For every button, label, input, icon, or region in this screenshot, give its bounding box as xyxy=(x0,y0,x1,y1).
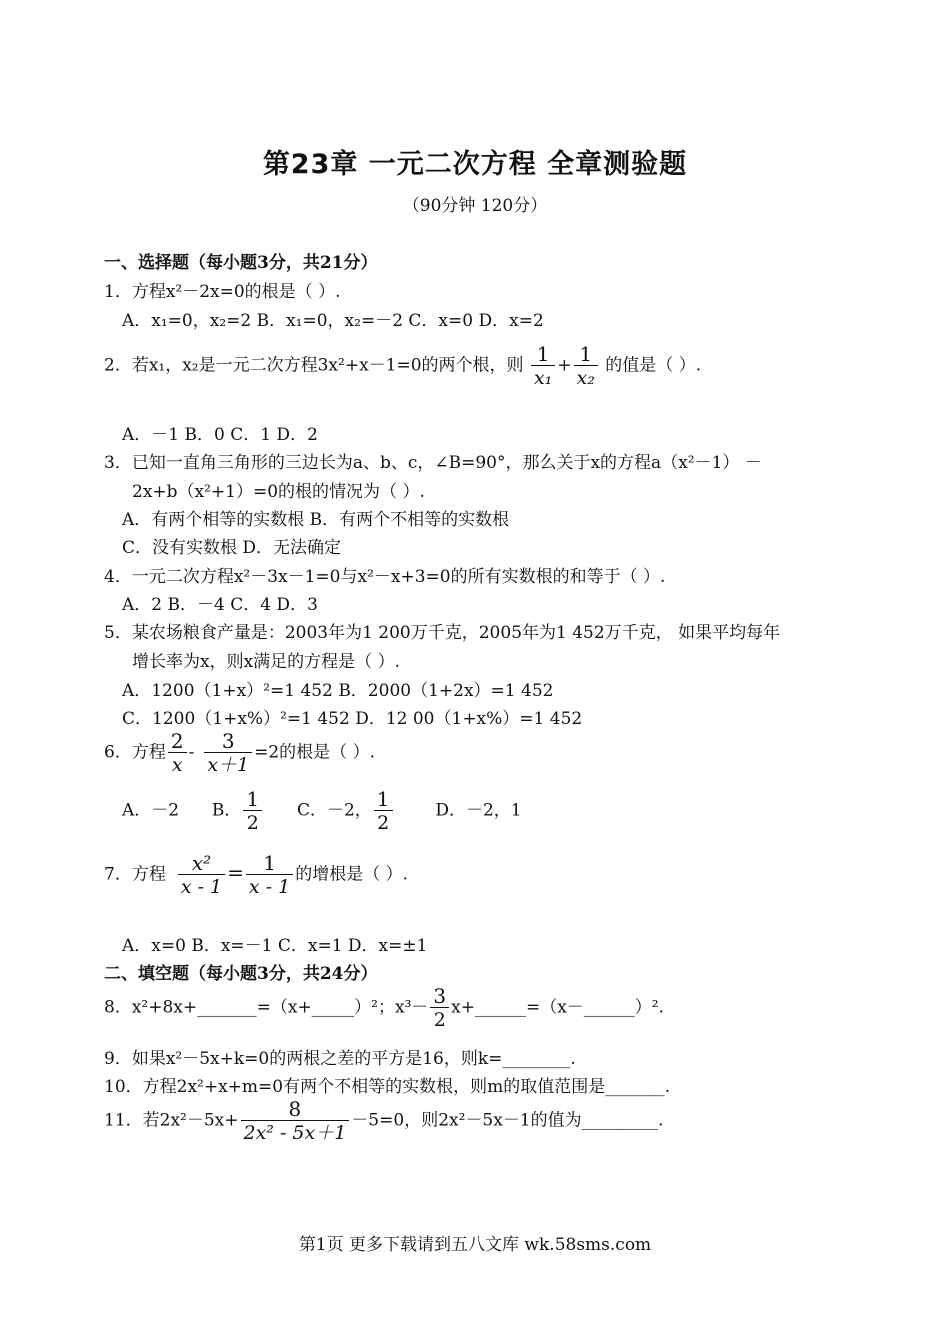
question-2-stem-a: 2．若x₁，x₂是一元二次方程3x²+x－1=0的两个根，则 xyxy=(104,355,524,376)
question-6 xyxy=(104,730,375,776)
numerator: 1 xyxy=(376,787,390,811)
question-11 xyxy=(104,1098,664,1144)
question-11-part-b: －5=0，则2x²－5x－1的值为_________. xyxy=(351,1110,664,1131)
question-3-line-1: 3．已知一直角三角形的三边长为a、b、c，∠B=90°，那么关于x的方程a（x²－1） － xyxy=(104,453,762,473)
question-7-post: 的增根是（ ）. xyxy=(295,864,409,885)
question-3-options-1: A．有两个相等的实数根 B．有两个不相等的实数根 xyxy=(122,510,510,530)
question-10: 10．方程2x²+x+m=0有两个不相等的实数根，则m的取值范围是_______. xyxy=(104,1077,671,1097)
question-7 xyxy=(104,852,408,898)
question-9: 9．如果x²－5x+k=0的两根之差的平方是16，则k=________. xyxy=(104,1049,576,1069)
denominator: x xyxy=(168,752,187,776)
question-11-part-a: 11．若2x²－5x+ xyxy=(104,1110,239,1131)
numerator: 3 xyxy=(221,729,235,753)
question-3-options-2: C．没有实数根 D．无法确定 xyxy=(122,538,342,558)
question-1-stem: 1．方程x²－2x=0的根是（ ）. xyxy=(104,282,341,302)
denominator: 2 xyxy=(374,810,393,834)
numerator: 8 xyxy=(288,1097,302,1121)
denominator: 2x² - 5x＋1 xyxy=(241,1120,350,1144)
fraction-3-over-2 xyxy=(430,985,449,1031)
question-6-pre: 6．方程 xyxy=(104,742,166,763)
page-subtitle: （90分钟 120分） xyxy=(402,196,548,216)
denominator: x₁ xyxy=(531,365,555,389)
question-2 xyxy=(104,343,701,389)
fraction-1-over-x2 xyxy=(574,343,598,389)
question-5-line-1: 5．某农场粮食产量是：2003年为1 200万千克，2005年为1 452万千克， 如果平均每年 xyxy=(104,623,781,643)
question-8-part-a: 8．x²+8x+_______=（x+_____）²；x³－ xyxy=(104,997,429,1018)
question-8-part-b: x+______=（x－______）². xyxy=(451,997,665,1018)
denominator: x - 1 xyxy=(246,874,293,898)
fraction-8-over-quadratic xyxy=(241,1098,350,1144)
fraction-2-over-x xyxy=(168,730,187,776)
section-choice-heading: 一、选择题（每小题3分，共21分） xyxy=(104,253,378,273)
minus-sign: - xyxy=(188,742,195,763)
question-3-line-2: 2x+b（x²+1）=0的根的情况为（ ）. xyxy=(132,482,425,502)
fraction-x2-over-x-minus-1 xyxy=(178,852,225,898)
numerator: 1 xyxy=(263,851,276,875)
question-1-options: A．x₁=0，x₂=2 B．x₁=0，x₂=－2 C．x=0 D．x=2 xyxy=(122,311,544,331)
numerator: 1 xyxy=(246,787,260,811)
denominator: x＋1 xyxy=(204,752,252,776)
question-7-options: A．x=0 B．x=－1 C．x=1 D．x=±1 xyxy=(122,936,428,956)
fraction-3-over-x-plus-1 xyxy=(204,730,252,776)
question-2-stem-b: 的值是（ ）. xyxy=(605,355,702,376)
equals-sign: = xyxy=(227,860,244,885)
question-8 xyxy=(104,985,664,1031)
question-4-options: A．2 B．－4 C．4 D．3 xyxy=(122,595,318,615)
option-c: C．－2， xyxy=(296,800,372,821)
question-4-stem: 4．一元二次方程x²－3x－1=0与x²－x+3=0的所有实数根的和等于（ ）. xyxy=(104,567,666,587)
numerator: 1 xyxy=(579,342,593,366)
question-6-post: =2的根是（ ）. xyxy=(254,742,375,763)
question-7-pre: 7．方程 xyxy=(104,864,166,885)
fraction-1-over-x1 xyxy=(531,343,555,389)
question-5-options-2: C．1200（1+x%）²=1 452 D．12 00（1+x%）=1 452 xyxy=(122,709,583,729)
page-footer: 第1页 更多下载请到五八文库 wk.58sms.com xyxy=(298,1235,652,1255)
option-b: B． xyxy=(211,800,242,821)
plus-sign: + xyxy=(557,355,572,376)
question-5-options-1: A．1200（1+x）²=1 452 B．2000（1+2x）=1 452 xyxy=(122,681,554,701)
fraction-one-half xyxy=(243,788,262,834)
question-2-options: A．－1 B．0 C．1 D．2 xyxy=(122,425,318,445)
fraction-one-half xyxy=(374,788,393,834)
denominator: x - 1 xyxy=(178,874,225,898)
denominator: 2 xyxy=(243,810,262,834)
numerator: x² xyxy=(191,851,212,875)
denominator: 2 xyxy=(430,1007,449,1031)
option-a: A．－2 xyxy=(122,800,180,821)
numerator: 1 xyxy=(536,342,550,366)
numerator: 2 xyxy=(170,729,184,753)
fraction-1-over-x-minus-1 xyxy=(246,852,293,898)
question-6-options xyxy=(122,788,522,834)
numerator: 3 xyxy=(433,984,447,1008)
page-title: 第23章 一元二次方程 全章测验题 xyxy=(262,149,688,180)
section-fill-heading: 二、填空题（每小题3分，共24分） xyxy=(104,964,378,984)
denominator: x₂ xyxy=(574,365,598,389)
option-d: D．－2，1 xyxy=(435,800,522,821)
question-5-line-2: 增长率为x，则x满足的方程是（ ）. xyxy=(132,652,400,672)
